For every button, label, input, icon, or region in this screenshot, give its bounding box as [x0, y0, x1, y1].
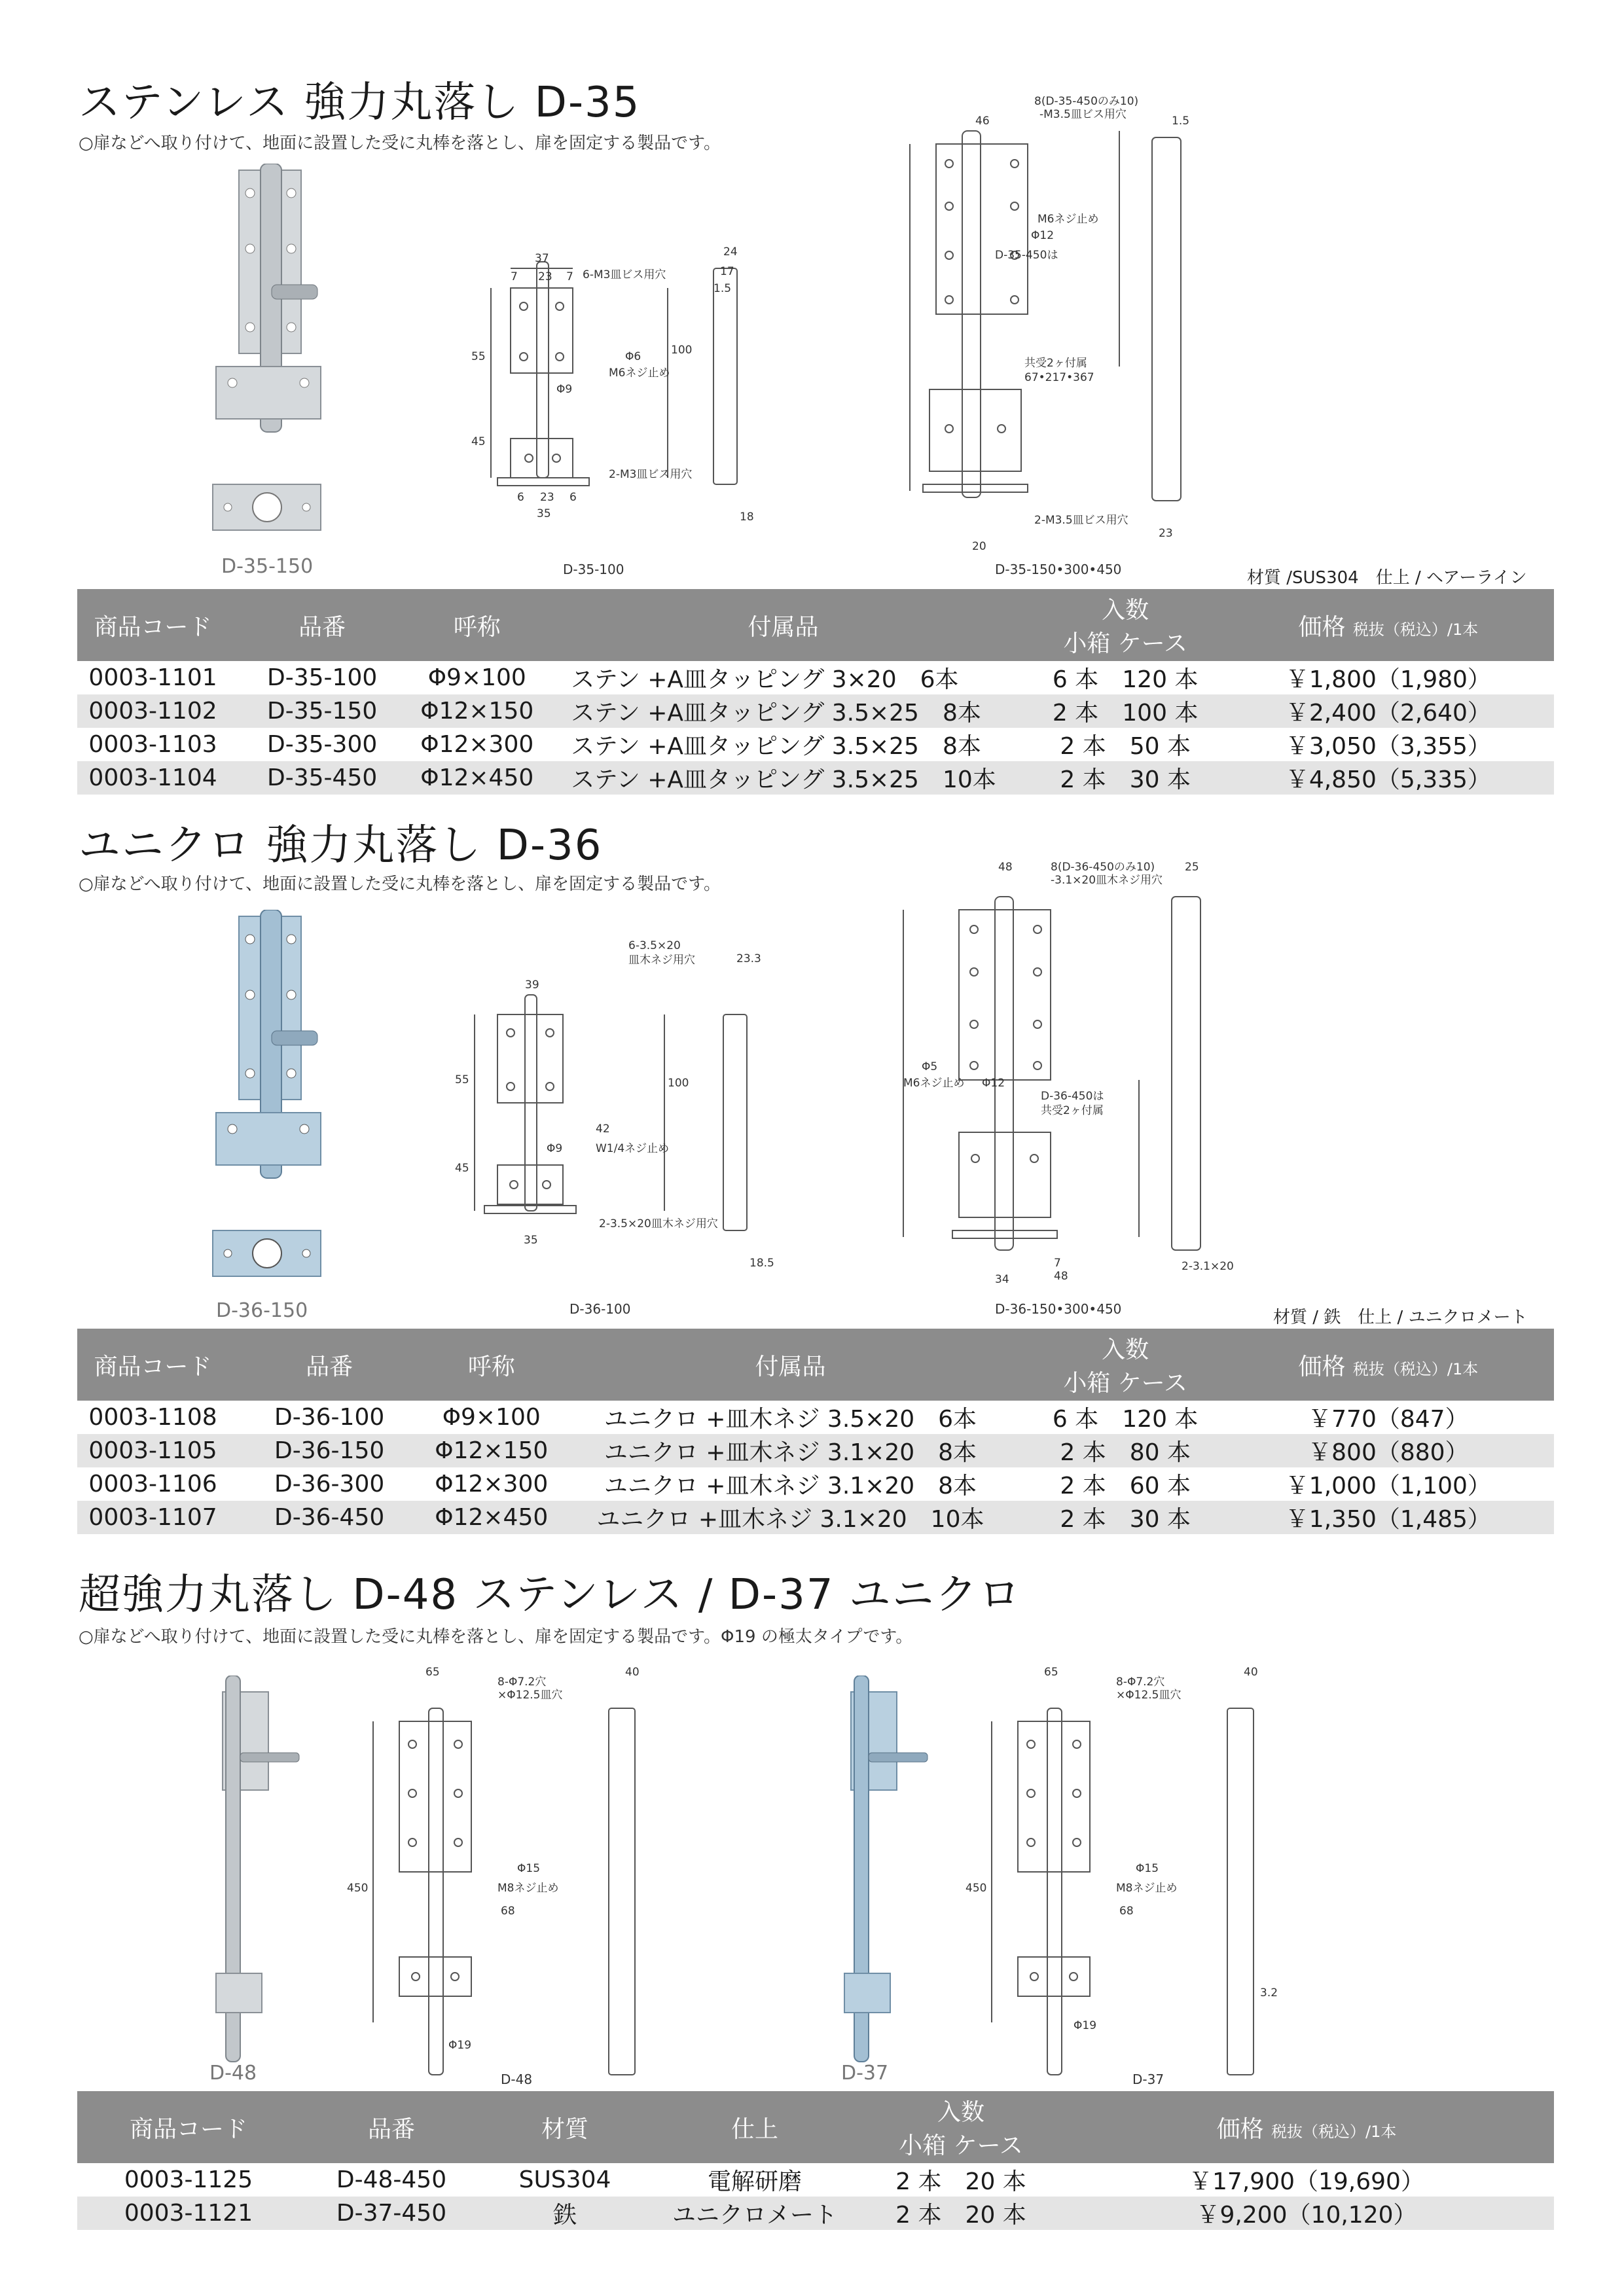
dim: Φ19 [448, 2039, 472, 2052]
dim: Φ5 [922, 1060, 938, 1073]
cell-part: D-35-450 [228, 761, 416, 795]
dim: 23 [1159, 527, 1173, 540]
cell-acc: ユニクロ +皿木ネジ 3.1×20 8本 [552, 1467, 1028, 1501]
cell-name: Φ12×300 [430, 1467, 552, 1501]
dim: 68 [501, 1905, 515, 1918]
spec-table-d35 [77, 589, 1554, 795]
dim: 8-Φ7.2穴 [1116, 1676, 1165, 1689]
dim: 65 [1044, 1666, 1058, 1679]
dim: 23 [540, 491, 554, 504]
dim: Φ15 [517, 1862, 541, 1875]
cell-name: Φ12×150 [416, 694, 538, 728]
cell-acc: ステン +A皿タッピング 3.5×25 10本 [538, 761, 1028, 795]
dim: Φ9 [556, 383, 573, 396]
dim: 450 [965, 1882, 987, 1895]
col-accessory: 付属品 [552, 1329, 1028, 1401]
photo-caption-d37: D-37 [841, 2062, 889, 2085]
dim: -M3.5皿ビス用穴 [1039, 108, 1127, 121]
dim: M6ネジ止め [609, 367, 670, 380]
dim: 2-M3.5皿ビス用穴 [1034, 514, 1128, 527]
cell-acc: ステン +A皿タッピング 3.5×25 8本 [538, 694, 1028, 728]
cell-price: ￥1,800（1,980） [1223, 661, 1554, 694]
table-row [77, 1467, 1554, 1501]
cell-part: D-36-300 [228, 1467, 430, 1501]
dim: 42 [596, 1122, 610, 1136]
dim: ×Φ12.5皿穴 [497, 1689, 563, 1702]
dim: 2-M3皿ビス用穴 [609, 468, 693, 481]
cell-part: D-36-450 [228, 1501, 430, 1534]
dim: D-35-450は [995, 249, 1058, 262]
dim: 8(D-36-450のみ10) [1051, 861, 1155, 874]
dim: 6-3.5×20 [628, 939, 681, 952]
cell-price: ￥770（847） [1223, 1401, 1554, 1434]
dim: 2-3.1×20 [1182, 1260, 1234, 1273]
cell-code: 0003-1106 [77, 1467, 228, 1501]
cell-code: 0003-1121 [77, 2197, 300, 2230]
dim: 45 [455, 1162, 469, 1175]
drawing-caption-d35-150: D-35-150•300•450 [995, 562, 1122, 577]
dim: 7 [566, 270, 573, 283]
dim: 68 [1119, 1905, 1134, 1918]
section-title-d35: ステンレス 強力丸落し D-35 [79, 79, 641, 127]
drawing-caption-d37: D-37 [1132, 2072, 1164, 2087]
product-photo-d35 [209, 164, 360, 537]
product-photo-d37 [831, 1676, 949, 2068]
section-desc-d48-d37: ○扉などへ取り付けて、地面に設置した受に丸棒を落とし、扉を固定する製品です。Φ19 の極太タイプです。 [79, 1627, 913, 1647]
dim: M8ネジ止め [497, 1882, 559, 1895]
cell-part: D-35-100 [228, 661, 416, 694]
dim: 1.5 [1172, 115, 1190, 128]
dim: Φ12 [982, 1077, 1005, 1090]
col-qty: 入数 小箱 ケース [863, 2091, 1059, 2163]
col-price: 価格 税抜（税込）/1本 [1223, 1329, 1554, 1401]
drawing-caption-d48: D-48 [501, 2072, 533, 2087]
dim: 100 [668, 1077, 689, 1090]
dim: 45 [471, 435, 486, 448]
col-material: 材質 [483, 2091, 647, 2163]
table-header [77, 1329, 1554, 1401]
cell-price: ￥9,200（10,120） [1059, 2197, 1554, 2230]
dim: 18 [740, 511, 754, 524]
drawing-d35-150 [884, 92, 1250, 556]
drawing-caption-d35-100: D-35-100 [563, 562, 624, 577]
cell-qty: 2 本 20 本 [863, 2163, 1059, 2197]
dim: 46 [975, 115, 990, 128]
dim: 皿木ネジ用穴 [628, 954, 695, 967]
dim: 23.3 [736, 952, 761, 965]
table-header [77, 589, 1554, 661]
dim: 6-M3皿ビス用穴 [583, 268, 666, 281]
dim: 55 [471, 350, 486, 363]
dim: 450 [347, 1882, 369, 1895]
cell-price: ￥1,000（1,100） [1223, 1467, 1554, 1501]
dim: 6 [517, 491, 524, 504]
cell-price: ￥3,050（3,355） [1223, 728, 1554, 761]
dim: 65 [425, 1666, 440, 1679]
cell-part: D-36-100 [228, 1401, 430, 1434]
cell-qty: 6 本 120 本 [1028, 661, 1223, 694]
section-title-d48-d37: 超強力丸落し D-48 ステンレス / D-37 ユニクロ [79, 1571, 1022, 1619]
cell-name: Φ12×450 [416, 761, 538, 795]
dim: ×Φ12.5皿穴 [1116, 1689, 1182, 1702]
col-part: 品番 [228, 1329, 430, 1401]
col-qty: 入数 小箱 ケース [1028, 1329, 1223, 1401]
cell-qty: 6 本 120 本 [1028, 1401, 1223, 1434]
table-row [77, 661, 1554, 694]
drawing-d35-100 [452, 229, 812, 556]
col-name: 呼称 [416, 589, 538, 661]
cell-acc: ステン +A皿タッピング 3×20 6本 [538, 661, 1028, 694]
drawing-d37 [952, 1656, 1319, 2088]
cell-qty: 2 本 30 本 [1028, 761, 1223, 795]
table-row [77, 728, 1554, 761]
col-part: 品番 [228, 589, 416, 661]
dim: 8(D-35-450のみ10) [1034, 95, 1139, 108]
cell-code: 0003-1105 [77, 1434, 228, 1467]
cell-name: Φ12×450 [430, 1501, 552, 1534]
dim: 40 [625, 1666, 640, 1679]
section-title-d36: ユニクロ 強力丸落し D-36 [79, 821, 603, 870]
spec-table-d48-d37 [77, 2091, 1554, 2230]
dim: 67•217•367 [1024, 371, 1094, 384]
dim: 24 [723, 245, 738, 259]
cell-code: 0003-1125 [77, 2163, 300, 2197]
table-row [77, 761, 1554, 795]
cell-qty: 2 本 100 本 [1028, 694, 1223, 728]
material-finish-d36: 材質 / 鉄 仕上 / ユニクロメート [1273, 1308, 1528, 1327]
product-photo-d36 [209, 910, 360, 1283]
drawing-d36-100 [432, 936, 799, 1276]
cell-code: 0003-1104 [77, 761, 228, 795]
dim: 18.5 [749, 1257, 774, 1270]
dim: 2-3.5×20皿木ネジ用穴 [599, 1217, 718, 1230]
cell-material: SUS304 [483, 2163, 647, 2197]
cell-part: D-35-300 [228, 728, 416, 761]
cell-name: Φ9×100 [430, 1401, 552, 1434]
dim: 40 [1244, 1666, 1258, 1679]
table-row [77, 1501, 1554, 1534]
dim: 48 [998, 861, 1013, 874]
dim: Φ12 [1031, 229, 1055, 242]
cell-material: 鉄 [483, 2197, 647, 2230]
col-price: 価格 税抜（税込）/1本 [1059, 2091, 1554, 2163]
dim: 7 [511, 270, 518, 283]
cell-price: ￥800（880） [1223, 1434, 1554, 1467]
cell-code: 0003-1101 [77, 661, 228, 694]
cell-code: 0003-1108 [77, 1401, 228, 1434]
table-row [77, 2197, 1554, 2230]
col-qty: 入数 小箱 ケース [1028, 589, 1223, 661]
table-header [77, 2091, 1554, 2163]
photo-caption-d36: D-36-150 [216, 1299, 308, 1322]
table-row [77, 694, 1554, 728]
dim: W1/4ネジ止め [596, 1142, 670, 1155]
cell-price: ￥17,900（19,690） [1059, 2163, 1554, 2197]
dim: D-36-450は [1041, 1090, 1104, 1103]
dim: 23 [538, 270, 552, 283]
dim: 7 [1054, 1257, 1061, 1270]
dim: 8-Φ7.2穴 [497, 1676, 547, 1689]
cell-price: ￥1,350（1,485） [1223, 1501, 1554, 1534]
cell-price: ￥4,850（5,335） [1223, 761, 1554, 795]
cell-part: D-48-450 [300, 2163, 483, 2197]
drawing-caption-d36-150: D-36-150•300•450 [995, 1301, 1122, 1317]
cell-name: Φ12×300 [416, 728, 538, 761]
dim: 1.5 [713, 282, 732, 295]
dim: 共受2ヶ付属 [1024, 357, 1087, 370]
table-row [77, 2163, 1554, 2197]
dim: 34 [995, 1273, 1009, 1286]
dim: 3.2 [1260, 1986, 1278, 2000]
drawing-d48 [334, 1656, 700, 2088]
cell-name: Φ9×100 [416, 661, 538, 694]
cell-qty: 2 本 30 本 [1028, 1501, 1223, 1534]
material-finish-d35: 材質 /SUS304 仕上 / ヘアーライン [1247, 568, 1527, 588]
dim: M6ネジ止め [1038, 213, 1099, 226]
cell-code: 0003-1102 [77, 694, 228, 728]
cell-finish: ユニクロメート [647, 2197, 863, 2230]
dim: 17 [720, 265, 734, 278]
dim: 共受2ヶ付属 [1041, 1104, 1104, 1117]
cell-finish: 電解研磨 [647, 2163, 863, 2197]
product-photo-d48 [203, 1676, 321, 2068]
cell-part: D-37-450 [300, 2197, 483, 2230]
dim: 48 [1054, 1270, 1068, 1283]
cell-qty: 2 本 80 本 [1028, 1434, 1223, 1467]
cell-acc: ステン +A皿タッピング 3.5×25 8本 [538, 728, 1028, 761]
cell-part: D-35-150 [228, 694, 416, 728]
dim: 100 [671, 344, 693, 357]
cell-part: D-36-150 [228, 1434, 430, 1467]
col-part: 品番 [300, 2091, 483, 2163]
cell-code: 0003-1103 [77, 728, 228, 761]
dim: 35 [537, 507, 551, 520]
cell-acc: ユニクロ +皿木ネジ 3.1×20 10本 [552, 1501, 1028, 1534]
cell-qty: 2 本 50 本 [1028, 728, 1223, 761]
cell-qty: 2 本 60 本 [1028, 1467, 1223, 1501]
cell-qty: 2 本 20 本 [863, 2197, 1059, 2230]
dim: 55 [455, 1073, 469, 1086]
cell-name: Φ12×150 [430, 1434, 552, 1467]
dim: Φ19 [1074, 2019, 1097, 2032]
dim: -3.1×20皿木ネジ用穴 [1051, 874, 1163, 887]
drawing-d36-150 [877, 857, 1270, 1296]
col-code: 商品コード [77, 1329, 228, 1401]
section-desc-d36: ○扉などへ取り付けて、地面に設置した受に丸棒を落とし、扉を固定する製品です。 [79, 874, 721, 894]
dim: M8ネジ止め [1116, 1882, 1178, 1895]
cell-price: ￥2,400（2,640） [1223, 694, 1554, 728]
dim: 20 [972, 540, 986, 553]
col-finish: 仕上 [647, 2091, 863, 2163]
dim: 6 [569, 491, 577, 504]
table-row [77, 1434, 1554, 1467]
section-desc-d35: ○扉などへ取り付けて、地面に設置した受に丸棒を落とし、扉を固定する製品です。 [79, 134, 721, 153]
dim: Φ15 [1136, 1862, 1159, 1875]
col-code: 商品コード [77, 2091, 300, 2163]
photo-caption-d35: D-35-150 [221, 555, 314, 578]
col-accessory: 付属品 [538, 589, 1028, 661]
cell-acc: ユニクロ +皿木ネジ 3.5×20 6本 [552, 1401, 1028, 1434]
cell-code: 0003-1107 [77, 1501, 228, 1534]
photo-caption-d48: D-48 [209, 2062, 257, 2085]
dim: M6ネジ止め [903, 1077, 965, 1090]
dim: Φ9 [547, 1142, 563, 1155]
dim: 37 [535, 252, 549, 265]
dim: 39 [525, 978, 539, 992]
col-code: 商品コード [77, 589, 228, 661]
dim: Φ6 [625, 350, 641, 363]
spec-table-d36 [77, 1329, 1554, 1534]
col-price: 価格 税抜（税込）/1本 [1223, 589, 1554, 661]
table-row [77, 1401, 1554, 1434]
col-name: 呼称 [430, 1329, 552, 1401]
dim: 35 [524, 1234, 538, 1247]
dim: 25 [1185, 861, 1199, 874]
drawing-caption-d36-100: D-36-100 [569, 1301, 631, 1317]
cell-acc: ユニクロ +皿木ネジ 3.1×20 8本 [552, 1434, 1028, 1467]
